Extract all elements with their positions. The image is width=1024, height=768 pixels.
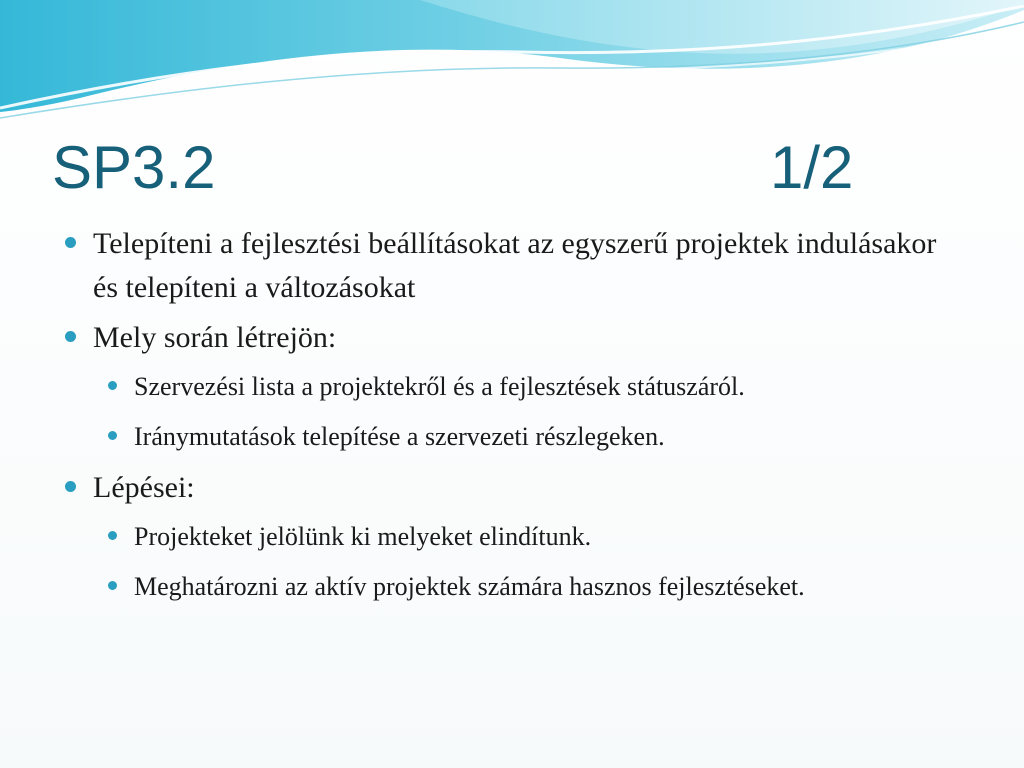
bullet-item xyxy=(60,466,960,510)
bullet-item xyxy=(60,316,960,360)
bullet-dot-icon xyxy=(108,581,117,590)
bullet-text: Meghatározni az aktív projektek számára hasznos fejlesztéseket. xyxy=(134,572,805,601)
bullet-dot-icon xyxy=(108,431,117,440)
bullet-dot-icon xyxy=(108,381,117,390)
sub-bullet-item xyxy=(60,416,960,458)
bullet-list xyxy=(60,222,960,616)
header-wave-decoration xyxy=(0,0,1024,130)
bullet-text: Szervezési lista a projektekről és a fejlesztések státuszáról. xyxy=(134,372,745,401)
sub-bullet-item xyxy=(60,566,960,608)
bullet-dot-icon xyxy=(65,331,76,342)
bullet-text: Telepíteni a fejlesztési beállításokat az egyszerű projektek indulásakor és telepíteni a változásokat xyxy=(93,227,937,304)
slide-title xyxy=(52,128,952,208)
bullet-text: Mely során létrejön: xyxy=(93,321,337,354)
sub-bullet-item xyxy=(60,516,960,558)
title-text: SP3.2 xyxy=(52,134,216,201)
bullet-text: Lépései: xyxy=(93,471,195,504)
bullet-item xyxy=(60,222,960,310)
page-indicator: 1/2 xyxy=(770,134,854,201)
bullet-dot-icon xyxy=(108,531,117,540)
bullet-dot-icon xyxy=(65,237,76,248)
bullet-text: Projekteket jelölünk ki melyeket elindítunk. xyxy=(134,522,592,551)
sub-bullet-item xyxy=(60,366,960,408)
bullet-dot-icon xyxy=(65,481,76,492)
bullet-text: Iránymutatások telepítése a szervezeti részlegeken. xyxy=(134,422,665,451)
